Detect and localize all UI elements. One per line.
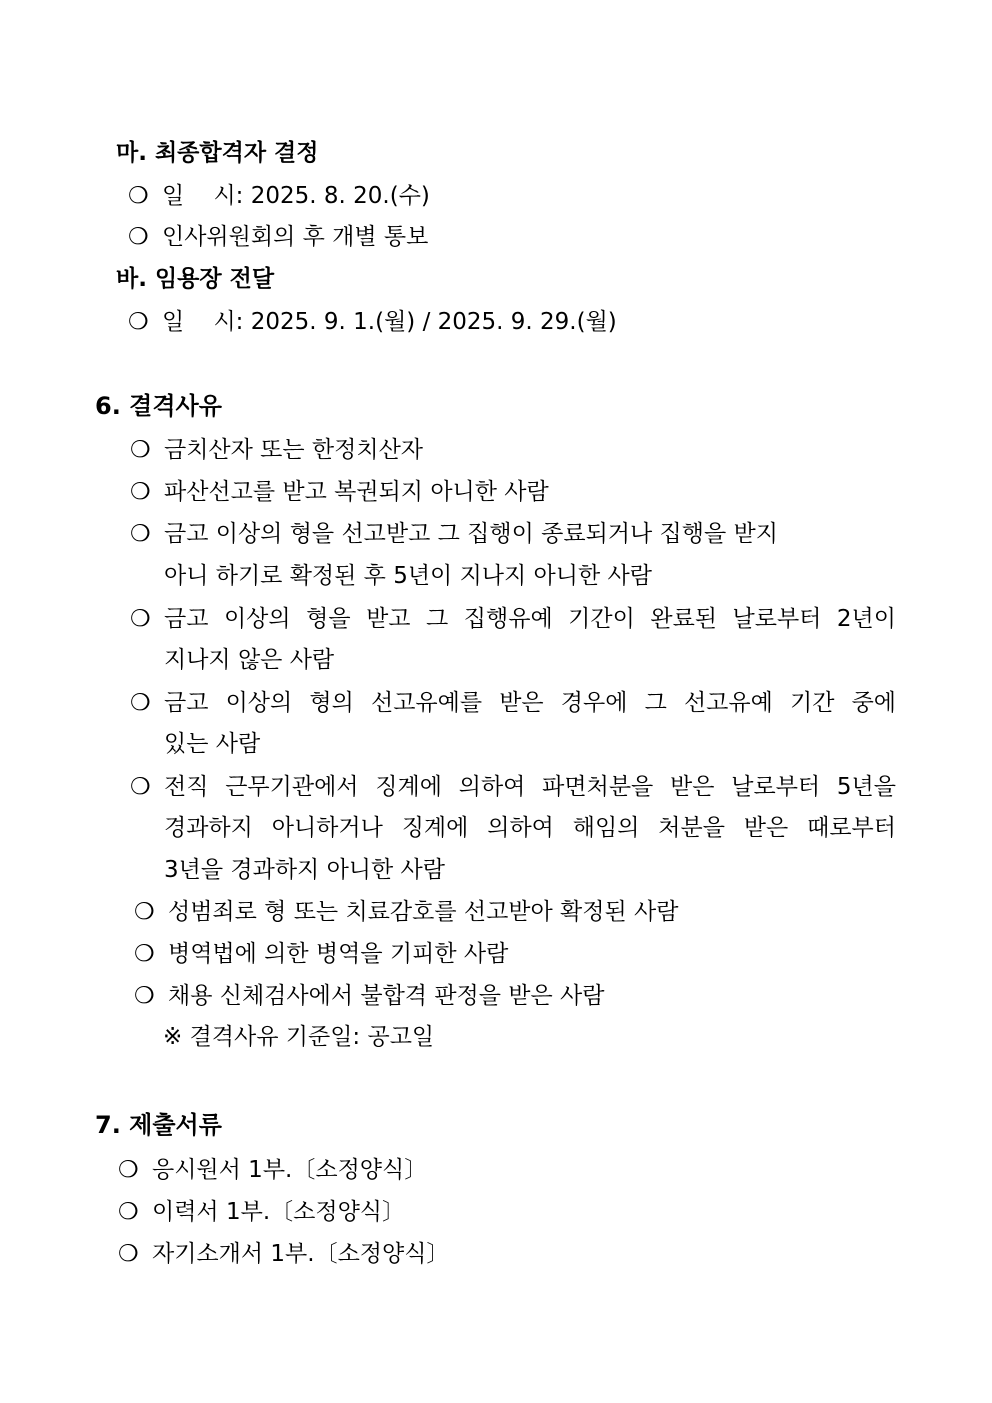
list-item bbox=[128, 181, 430, 211]
note-text: ※ 결격사유 기준일: 공고일 bbox=[163, 1024, 435, 1050]
list-item-text: 이력서 1부.〔소정양식〕 bbox=[152, 1199, 405, 1225]
bullet-icon: ❍ bbox=[128, 224, 149, 250]
list-item bbox=[130, 688, 896, 718]
section-ma-title: 마. 최종합격자 결정 bbox=[116, 140, 319, 166]
bullet-icon: ❍ bbox=[118, 1241, 139, 1267]
list-item-text: 일 시: 2025. 9. 1.(월) / 2025. 9. 29.(월) bbox=[162, 309, 617, 335]
list-item bbox=[118, 1239, 449, 1269]
list-item-text: 금치산자 또는 한정치산자 bbox=[164, 437, 424, 463]
list-item-text: 파산선고를 받고 복권되지 아니한 사람 bbox=[164, 479, 549, 505]
bullet-icon: ❍ bbox=[130, 606, 151, 632]
list-item bbox=[128, 307, 617, 337]
bullet-icon: ❍ bbox=[130, 690, 151, 716]
list-item bbox=[130, 477, 549, 507]
list-item bbox=[130, 435, 423, 465]
list-item bbox=[130, 519, 778, 549]
list-item-continuation: 경과하지 아니하거나 징계에 의하여 해임의 처분을 받은 때로부터 bbox=[164, 815, 896, 841]
list-item bbox=[130, 604, 896, 634]
list-item-continuation: 있는 사람 bbox=[164, 731, 261, 757]
list-item-text: 병역법에 의한 병역을 기피한 사람 bbox=[168, 941, 509, 967]
bullet-icon: ❍ bbox=[118, 1157, 139, 1183]
bullet-icon: ❍ bbox=[130, 774, 151, 800]
bullet-icon: ❍ bbox=[134, 899, 155, 925]
list-item bbox=[128, 222, 428, 252]
list-item bbox=[118, 1197, 405, 1227]
list-item bbox=[134, 897, 678, 927]
list-item-continuation: 3년을 경과하지 아니한 사람 bbox=[164, 857, 445, 883]
list-item-text: 성범죄로 형 또는 치료감호를 선고받아 확정된 사람 bbox=[168, 899, 679, 925]
section-ba-title: 바. 임용장 전달 bbox=[116, 266, 275, 292]
list-item-continuation: 지나지 않은 사람 bbox=[164, 647, 335, 673]
bullet-icon: ❍ bbox=[134, 941, 155, 967]
bullet-icon: ❍ bbox=[130, 437, 151, 463]
bullet-icon: ❍ bbox=[130, 521, 151, 547]
list-item bbox=[118, 1155, 427, 1185]
list-item bbox=[130, 772, 896, 802]
list-item-text: 자기소개서 1부.〔소정양식〕 bbox=[152, 1241, 450, 1267]
section-6-title: 6. 결격사유 bbox=[95, 392, 222, 420]
bullet-icon: ❍ bbox=[134, 983, 155, 1009]
list-item-text: 금고 이상의 형을 선고받고 그 집행이 종료되거나 집행을 받지 bbox=[164, 521, 778, 547]
list-item-text: 금고 이상의 형을 받고 그 집행유예 기간이 완료된 날로부터 2년이 bbox=[164, 606, 896, 632]
list-item bbox=[134, 981, 604, 1011]
list-item-continuation: 아니 하기로 확정된 후 5년이 지나지 아니한 사람 bbox=[164, 563, 652, 589]
bullet-icon: ❍ bbox=[128, 183, 149, 209]
bullet-icon: ❍ bbox=[128, 309, 149, 335]
bullet-icon: ❍ bbox=[130, 479, 151, 505]
list-item-text: 금고 이상의 형의 선고유예를 받은 경우에 그 선고유예 기간 중에 bbox=[164, 690, 896, 716]
list-item-text: 인사위원회의 후 개별 통보 bbox=[162, 224, 429, 250]
list-item-text: 채용 신체검사에서 불합격 판정을 받은 사람 bbox=[168, 983, 605, 1009]
list-item-text: 전직 근무기관에서 징계에 의하여 파면처분을 받은 날로부터 5년을 bbox=[164, 774, 896, 800]
list-item-text: 일 시: 2025. 8. 20.(수) bbox=[162, 183, 430, 209]
bullet-icon: ❍ bbox=[118, 1199, 139, 1225]
list-item-text: 응시원서 1부.〔소정양식〕 bbox=[152, 1157, 428, 1183]
list-item bbox=[134, 939, 508, 969]
section-7-title: 7. 제출서류 bbox=[95, 1111, 222, 1139]
